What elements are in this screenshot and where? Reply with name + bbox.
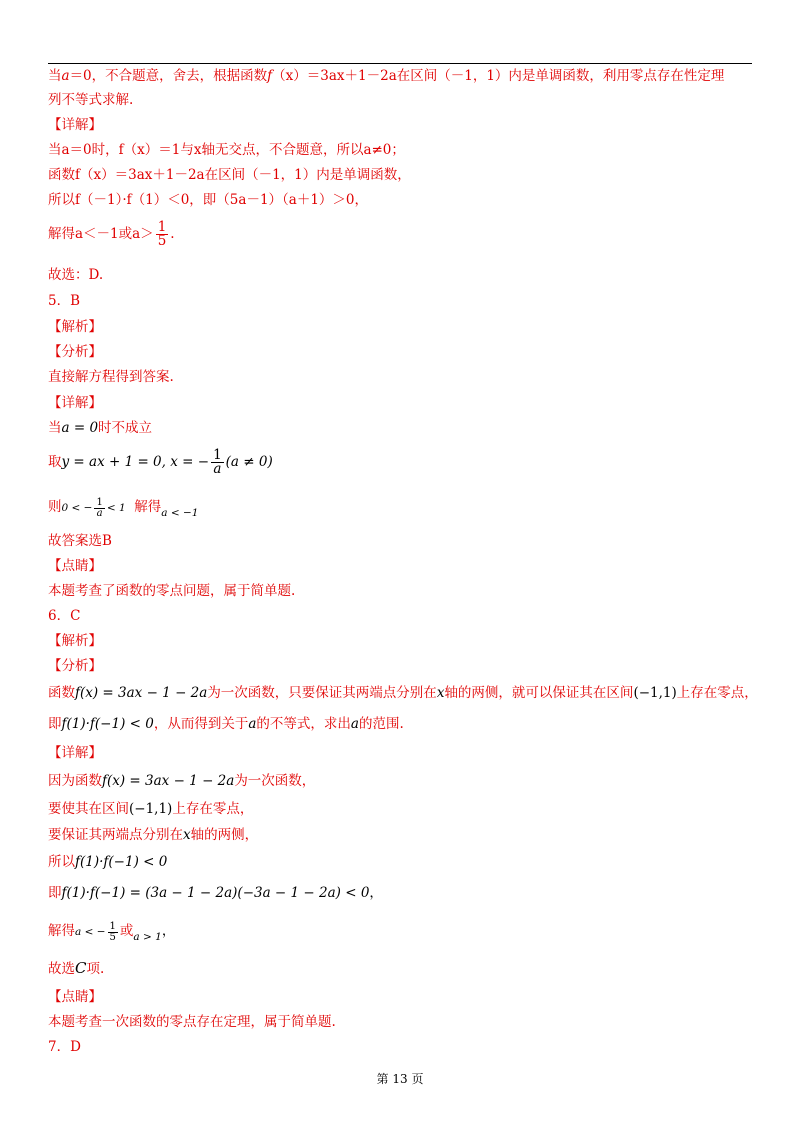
fraction: $\frac{1}{5}$ <box>157 219 167 249</box>
fraction: $\frac{1}{a}$ <box>213 447 222 477</box>
question-number: 7．D <box>48 1039 81 1055</box>
page-number: 第 13 页 <box>376 1072 424 1086</box>
question-number: 5．B <box>48 293 81 309</box>
text-line: 故选C项. <box>48 959 105 977</box>
text-line: 解得a＜－1或a＞ $\frac{1}{5}$ . <box>48 219 175 249</box>
text-line: 取y = ax + 1 = 0, x = − $\frac{1}{a}$ (a ≠ 0) <box>48 447 273 477</box>
text-line: 函数f（x）＝3ax＋1－2a在区间（－1，1）内是单调函数， <box>48 167 411 183</box>
text-line: 直接解方程得到答案. <box>48 369 174 385</box>
section-heading: 【解析】 <box>48 319 102 335</box>
section-heading: 【详解】 <box>48 395 102 411</box>
text-line: 函数f(x) = 3ax − 1 − 2a为一次函数，只要保证其两端点分别在x轴的两侧，就可以保证其在区间(−1,1)上存在零点， <box>48 685 758 701</box>
text-line: 所以f(1)·f(−1) < 0 <box>48 854 168 870</box>
text-line: 要保证其两端点分别在x轴的两侧， <box>48 827 259 843</box>
text-line: 列不等式求解. <box>48 92 134 108</box>
text-line: 故选：D. <box>48 267 104 283</box>
section-heading: 【点睛】 <box>48 989 102 1005</box>
text-line: 要使其在区间(−1,1)上存在零点， <box>48 801 254 817</box>
section-heading: 【点睛】 <box>48 558 102 574</box>
question-number: 6．C <box>48 608 81 624</box>
section-heading: 【详解】 <box>48 745 102 761</box>
text-line: 本题考查了函数的零点问题，属于简单题. <box>48 583 296 599</box>
text-line: 当a = 0时不成立 <box>48 420 153 436</box>
section-heading: 【分析】 <box>48 658 102 674</box>
text-line: 本题考查一次函数的零点存在定理，属于简单题. <box>48 1014 336 1030</box>
text-line: 即f(1)·f(−1) = (3a − 1 − 2a)(−3a − 1 − 2a) < 0， <box>48 885 383 901</box>
text-line: 故答案选B <box>48 533 112 549</box>
fraction: $\frac{1}{a}$ <box>96 496 103 519</box>
section-heading: 【解析】 <box>48 633 102 649</box>
text-line: 则0 < − $\frac{1}{a}$ < 1 解得$_{a < -1}$ <box>48 496 199 519</box>
text-line: 当a＝0，不合题意，舍去，根据函数f（x）＝3ax＋1－2a在区间（－1，1）内是单调函数，利用零点存在性定理 <box>48 68 725 84</box>
fraction: $\frac{1}{5}$ <box>109 920 116 943</box>
top-rule <box>48 63 752 64</box>
text-line: 解得a < − $\frac{1}{5}$ 或$_{a > 1}$， <box>48 920 176 943</box>
text-line: 当a＝0时，f（x）＝1与x轴无交点，不合题意，所以a≠0； <box>48 142 405 158</box>
section-heading: 【详解】 <box>48 117 102 133</box>
text-line: 所以f（－1）·f（1）＜0，即（5a－1）（a＋1）＞0， <box>48 192 369 208</box>
section-heading: 【分析】 <box>48 344 102 360</box>
text-line: 因为函数f(x) = 3ax − 1 − 2a为一次函数， <box>48 773 316 789</box>
text-line: 即f(1)·f(−1) < 0，从而得到关于a的不等式，求出a的范围. <box>48 716 404 732</box>
